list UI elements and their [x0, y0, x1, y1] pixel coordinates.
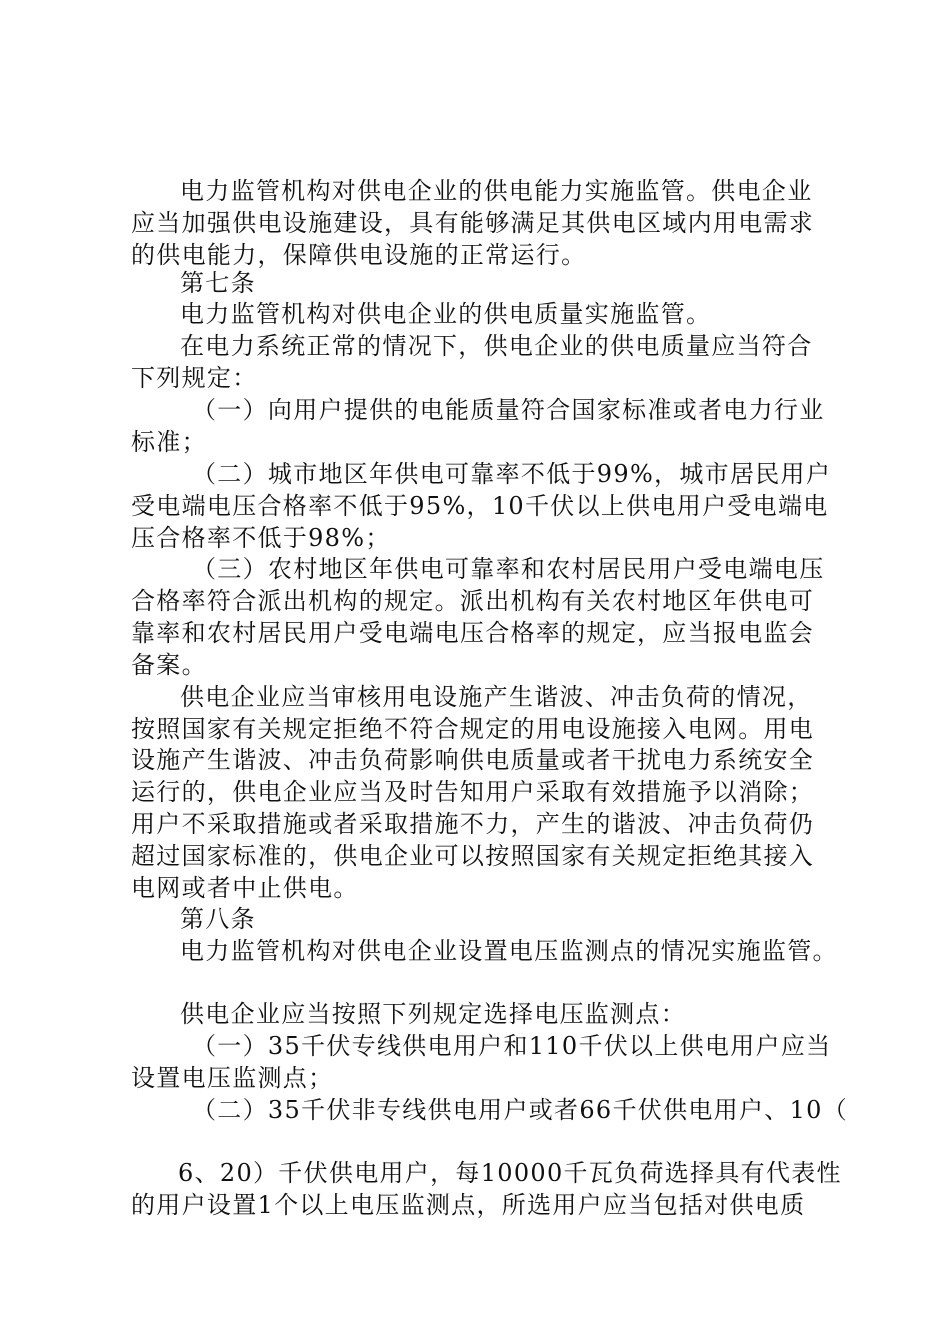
text-line: 电力监管机构对供电企业的供电质量实施监管。 [180, 300, 712, 328]
text-line: （二）35千伏非专线供电用户或者66千伏供电用户、10（ [192, 1096, 849, 1124]
article-heading: 第七条 [180, 269, 256, 297]
text-line: 应当加强供电设施建设，具有能够满足其供电区域内用电需求 [131, 209, 815, 237]
text-line: 6、20）千伏供电用户，每10000千瓦负荷选择具有代表性 [178, 1159, 842, 1187]
text-line: 电力监管机构对供电企业的供电能力实施监管。供电企业 [180, 177, 813, 205]
text-line: 超过国家标准的，供电企业可以按照国家有关规定拒绝其接入 [131, 842, 815, 870]
text-line: （一）35千伏专线供电用户和110千伏以上供电用户应当 [192, 1032, 832, 1060]
text-line: 受电端电压合格率不低于95%，10千伏以上供电用户受电端电 [131, 492, 829, 520]
text-line: 电力监管机构对供电企业设置电压监测点的情况实施监管。 [180, 937, 838, 965]
article-heading: 第八条 [180, 905, 256, 933]
text-line: 供电企业应当按照下列规定选择电压监测点： [180, 1000, 686, 1028]
text-line: （二）城市地区年供电可靠率不低于99%，城市居民用户 [192, 460, 832, 488]
text-line: 供电企业应当审核用电设施产生谐波、冲击负荷的情况， [180, 683, 813, 711]
text-line: 在电力系统正常的情况下，供电企业的供电质量应当符合 [180, 332, 813, 360]
text-line: 用户不采取措施或者采取措施不力，产生的谐波、冲击负荷仍 [131, 810, 815, 838]
text-line: 按照国家有关规定拒绝不符合规定的用电设施接入电网。用电 [131, 715, 815, 743]
text-line: 压合格率不低于98%； [131, 524, 391, 552]
text-line: 的用户设置1个以上电压监测点，所选用户应当包括对供电质 [131, 1191, 806, 1219]
text-line: 设施产生谐波、冲击负荷影响供电质量或者干扰电力系统安全 [131, 746, 815, 774]
text-line: （一）向用户提供的电能质量符合国家标准或者电力行业 [192, 396, 825, 424]
text-line: 合格率符合派出机构的规定。派出机构有关农村地区年供电可 [131, 587, 815, 615]
text-line: 备案。 [131, 651, 207, 679]
text-line: 下列规定： [131, 364, 258, 392]
text-line: 电网或者中止供电。 [131, 874, 359, 902]
text-line: 的供电能力，保障供电设施的正常运行。 [131, 241, 587, 269]
text-line: （三）农村地区年供电可靠率和农村居民用户受电端电压 [192, 555, 825, 583]
text-line: 设置电压监测点； [131, 1064, 334, 1092]
text-line: 运行的，供电企业应当及时告知用户采取有效措施予以消除； [131, 778, 815, 806]
text-line: 靠率和农村居民用户受电端电压合格率的规定，应当报电监会 [131, 619, 815, 647]
text-line: 标准； [131, 428, 207, 456]
